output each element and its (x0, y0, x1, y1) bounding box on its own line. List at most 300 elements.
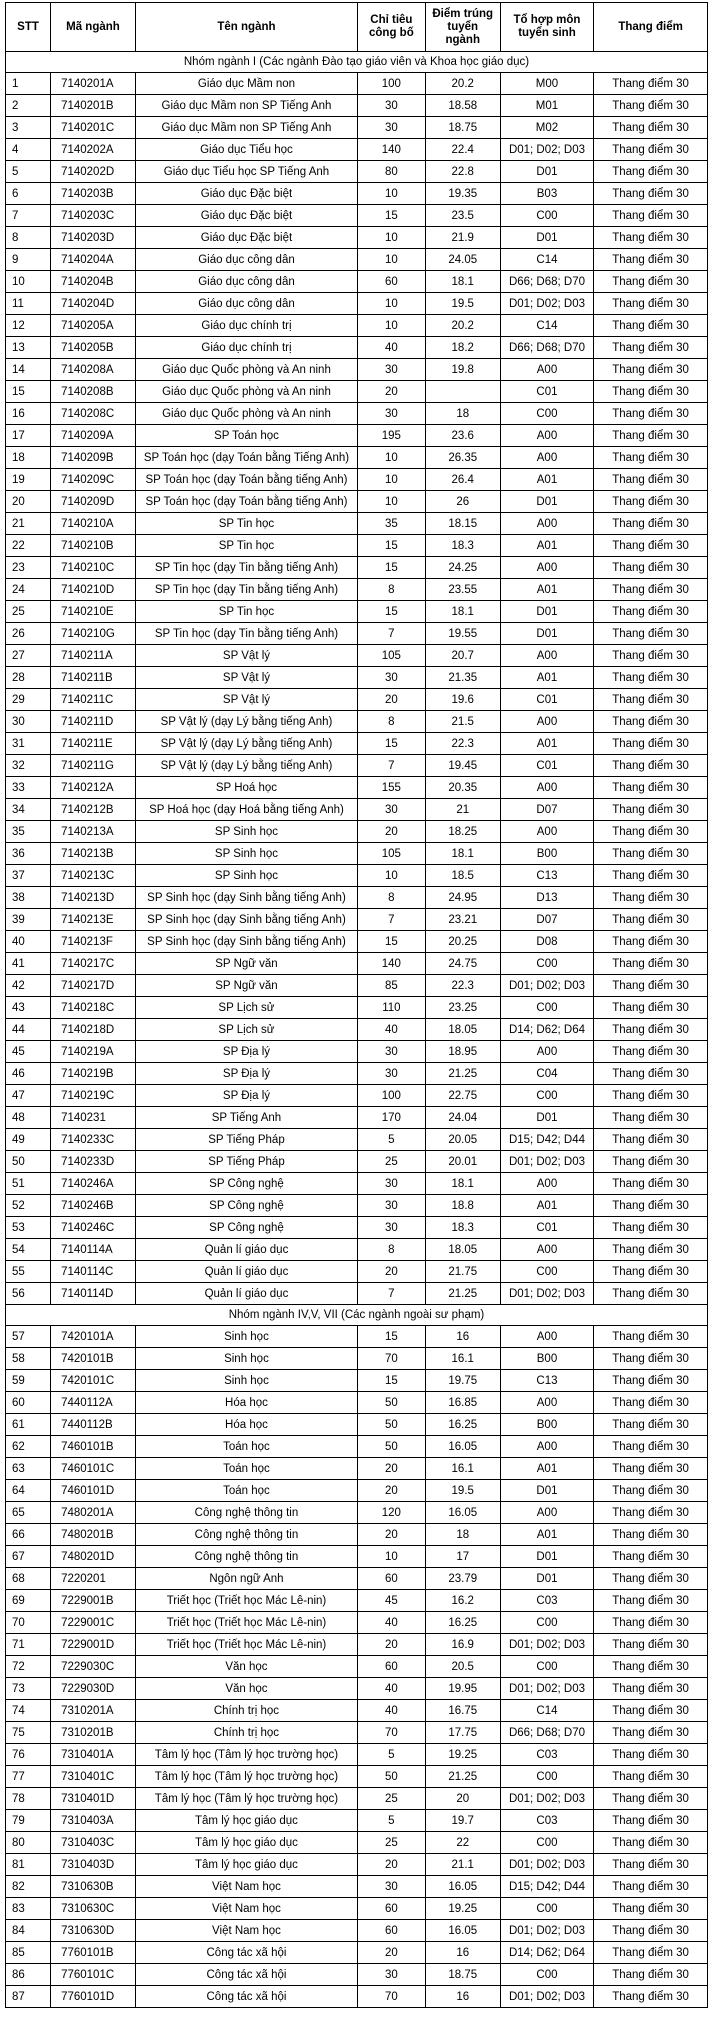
cell-score: 16.05 (425, 1876, 500, 1898)
cell-score: 18.75 (425, 117, 500, 139)
cell-combination: C00 (500, 403, 593, 425)
cell-name: Ngôn ngữ Anh (135, 1568, 357, 1590)
cell-code: 7229001B (51, 1590, 136, 1612)
cell-code: 7140213D (51, 887, 136, 909)
table-row (6, 1766, 708, 1788)
cell-name: Công nghệ thông tin (135, 1524, 357, 1546)
table-row (6, 1986, 708, 2008)
cell-combination: C14 (500, 315, 593, 337)
cell-stt: 66 (6, 1524, 51, 1546)
cell-score: 18.1 (425, 843, 500, 865)
cell-scale: Thang điểm 30 (594, 1041, 708, 1063)
cell-scale: Thang điểm 30 (594, 1436, 708, 1458)
cell-scale: Thang điểm 30 (594, 975, 708, 997)
cell-code: 7140210D (51, 579, 136, 601)
cell-stt: 14 (6, 359, 51, 381)
cell-quota: 15 (358, 1370, 426, 1392)
cell-stt: 4 (6, 139, 51, 161)
cell-code: 7140219A (51, 1041, 136, 1063)
cell-combination: A00 (500, 1173, 593, 1195)
cell-combination: A00 (500, 1392, 593, 1414)
cell-combination: C01 (500, 381, 593, 403)
cell-scale: Thang điểm 30 (594, 271, 708, 293)
cell-quota: 30 (358, 359, 426, 381)
cell-combination: D15; D42; D44 (500, 1129, 593, 1151)
cell-score: 19.35 (425, 183, 500, 205)
cell-name: Công nghệ thông tin (135, 1502, 357, 1524)
cell-scale: Thang điểm 30 (594, 1261, 708, 1283)
cell-score: 16.05 (425, 1502, 500, 1524)
table-row (6, 997, 708, 1019)
cell-stt: 28 (6, 667, 51, 689)
cell-stt: 12 (6, 315, 51, 337)
cell-score: 22.8 (425, 161, 500, 183)
cell-quota: 15 (358, 535, 426, 557)
cell-combination: A00 (500, 425, 593, 447)
cell-stt: 19 (6, 469, 51, 491)
cell-code: 7229030D (51, 1678, 136, 1700)
table-row (6, 1634, 708, 1656)
cell-score: 19.7 (425, 1810, 500, 1832)
table-row (6, 469, 708, 491)
table-row (6, 865, 708, 887)
cell-combination: M02 (500, 117, 593, 139)
cell-name: Tâm lý học giáo dục (135, 1832, 357, 1854)
cell-stt: 18 (6, 447, 51, 469)
cell-quota: 20 (358, 1480, 426, 1502)
cell-quota: 15 (358, 205, 426, 227)
cell-name: SP Sinh học (dạy Sinh bằng tiếng Anh) (135, 931, 357, 953)
cell-stt: 77 (6, 1766, 51, 1788)
cell-name: SP Toán học (dạy Toán bằng Tiếng Anh) (135, 447, 357, 469)
table-row (6, 557, 708, 579)
cell-score: 20.35 (425, 777, 500, 799)
cell-combination: D01; D02; D03 (500, 1788, 593, 1810)
cell-name: Giáo dục Đặc biệt (135, 183, 357, 205)
cell-quota: 30 (358, 95, 426, 117)
cell-score: 18.95 (425, 1041, 500, 1063)
cell-combination: A00 (500, 557, 593, 579)
cell-scale: Thang điểm 30 (594, 1063, 708, 1085)
cell-code: 7480201D (51, 1546, 136, 1568)
cell-score: 20.05 (425, 1129, 500, 1151)
cell-score: 18.3 (425, 1217, 500, 1239)
cell-quota: 195 (358, 425, 426, 447)
cell-score: 16.1 (425, 1458, 500, 1480)
cell-score: 20 (425, 1788, 500, 1810)
cell-code: 7310201A (51, 1700, 136, 1722)
header-stt: STT (6, 3, 51, 52)
cell-code: 7140202D (51, 161, 136, 183)
cell-score: 21 (425, 799, 500, 821)
table-row (6, 1810, 708, 1832)
cell-combination: C14 (500, 249, 593, 271)
cell-stt: 25 (6, 601, 51, 623)
cell-stt: 59 (6, 1370, 51, 1392)
cell-scale: Thang điểm 30 (594, 447, 708, 469)
cell-combination: B03 (500, 183, 593, 205)
table-row (6, 1019, 708, 1041)
cell-name: Quản lí giáo dục (135, 1283, 357, 1305)
cell-combination: C00 (500, 1085, 593, 1107)
cell-stt: 75 (6, 1722, 51, 1744)
cell-quota: 80 (358, 161, 426, 183)
cell-score: 21.25 (425, 1766, 500, 1788)
cell-scale: Thang điểm 30 (594, 1546, 708, 1568)
cell-score: 19.45 (425, 755, 500, 777)
cell-stt: 9 (6, 249, 51, 271)
cell-quota: 20 (358, 1854, 426, 1876)
cell-name: SP Sinh học (dạy Sinh bằng tiếng Anh) (135, 909, 357, 931)
cell-stt: 8 (6, 227, 51, 249)
cell-combination: D01 (500, 161, 593, 183)
cell-combination: A01 (500, 1458, 593, 1480)
cell-code: 7140114D (51, 1283, 136, 1305)
cell-stt: 70 (6, 1612, 51, 1634)
cell-name: SP Vật lý (135, 645, 357, 667)
cell-combination: D14; D62; D64 (500, 1942, 593, 1964)
cell-quota: 20 (358, 821, 426, 843)
cell-scale: Thang điểm 30 (594, 601, 708, 623)
cell-score: 18.58 (425, 95, 500, 117)
cell-score: 18.5 (425, 865, 500, 887)
cell-scale: Thang điểm 30 (594, 337, 708, 359)
cell-combination: D01; D02; D03 (500, 1151, 593, 1173)
cell-code: 7140219B (51, 1063, 136, 1085)
cell-scale: Thang điểm 30 (594, 1568, 708, 1590)
cell-stt: 31 (6, 733, 51, 755)
table-row (6, 95, 708, 117)
cell-combination: C03 (500, 1810, 593, 1832)
cell-code: 7140201C (51, 117, 136, 139)
cell-name: Giáo dục Mầm non (135, 73, 357, 95)
cell-score: 19.55 (425, 623, 500, 645)
cell-score: 24.04 (425, 1107, 500, 1129)
cell-name: SP Vật lý (dạy Lý bằng tiếng Anh) (135, 755, 357, 777)
cell-quota: 70 (358, 1986, 426, 2008)
cell-quota: 8 (358, 887, 426, 909)
cell-quota: 8 (358, 711, 426, 733)
cell-combination: D01; D02; D03 (500, 1854, 593, 1876)
cell-combination: D01; D02; D03 (500, 975, 593, 997)
table-row (6, 1678, 708, 1700)
cell-combination: A00 (500, 711, 593, 733)
cell-code: 7140246A (51, 1173, 136, 1195)
cell-scale: Thang điểm 30 (594, 315, 708, 337)
cell-stt: 11 (6, 293, 51, 315)
cell-combination: A01 (500, 469, 593, 491)
cell-stt: 5 (6, 161, 51, 183)
cell-combination: A01 (500, 667, 593, 689)
cell-scale: Thang điểm 30 (594, 1370, 708, 1392)
cell-code: 7420101B (51, 1348, 136, 1370)
table-row (6, 909, 708, 931)
table-header-row (6, 3, 708, 52)
cell-name: SP Ngữ văn (135, 953, 357, 975)
cell-stt: 16 (6, 403, 51, 425)
cell-combination: C00 (500, 1898, 593, 1920)
cell-name: Giáo dục công dân (135, 271, 357, 293)
cell-scale: Thang điểm 30 (594, 821, 708, 843)
cell-name: SP Sinh học (135, 821, 357, 843)
cell-scale: Thang điểm 30 (594, 1920, 708, 1942)
cell-stt: 42 (6, 975, 51, 997)
cell-quota: 7 (358, 909, 426, 931)
cell-code: 7440112B (51, 1414, 136, 1436)
cell-code: 7420101A (51, 1326, 136, 1348)
cell-combination: C00 (500, 997, 593, 1019)
cell-combination: C00 (500, 205, 593, 227)
cell-score: 23.21 (425, 909, 500, 931)
cell-name: Việt Nam học (135, 1898, 357, 1920)
cell-scale: Thang điểm 30 (594, 183, 708, 205)
table-row (6, 1217, 708, 1239)
cell-quota: 50 (358, 1414, 426, 1436)
cell-combination: M00 (500, 73, 593, 95)
cell-code: 7229030C (51, 1656, 136, 1678)
table-row (6, 1348, 708, 1370)
cell-quota: 25 (358, 1788, 426, 1810)
admission-scores-table (5, 2, 708, 2008)
cell-name: SP Vật lý (135, 667, 357, 689)
cell-combination: D01 (500, 1107, 593, 1129)
cell-quota: 110 (358, 997, 426, 1019)
cell-score: 18.1 (425, 1173, 500, 1195)
cell-name: Tâm lý học giáo dục (135, 1810, 357, 1832)
cell-code: 7140212B (51, 799, 136, 821)
table-row (6, 1656, 708, 1678)
cell-quota: 20 (358, 1261, 426, 1283)
cell-quota: 30 (358, 1876, 426, 1898)
cell-stt: 74 (6, 1700, 51, 1722)
cell-score: 20.2 (425, 315, 500, 337)
cell-code: 7760101B (51, 1942, 136, 1964)
cell-name: Toán học (135, 1480, 357, 1502)
cell-stt: 21 (6, 513, 51, 535)
group-title: Nhóm ngành IV,V, VII (Các ngành ngoài sư phạm) (6, 1305, 708, 1326)
cell-score: 20.01 (425, 1151, 500, 1173)
cell-code: 7760101C (51, 1964, 136, 1986)
cell-score: 16.85 (425, 1392, 500, 1414)
table-row (6, 535, 708, 557)
cell-name: SP Hoá học (dạy Hoá bằng tiếng Anh) (135, 799, 357, 821)
cell-score: 19.75 (425, 1370, 500, 1392)
cell-score: 17.75 (425, 1722, 500, 1744)
cell-scale: Thang điểm 30 (594, 579, 708, 601)
cell-name: Quản lí giáo dục (135, 1239, 357, 1261)
header-scale: Thang điểm (594, 3, 708, 52)
cell-name: SP Tiếng Anh (135, 1107, 357, 1129)
cell-quota: 50 (358, 1392, 426, 1414)
cell-quota: 85 (358, 975, 426, 997)
table-row (6, 1546, 708, 1568)
cell-scale: Thang điểm 30 (594, 359, 708, 381)
cell-combination: A00 (500, 1326, 593, 1348)
cell-stt: 56 (6, 1283, 51, 1305)
cell-name: SP Ngữ văn (135, 975, 357, 997)
cell-score: 18.15 (425, 513, 500, 535)
cell-stt: 83 (6, 1898, 51, 1920)
table-row (6, 1832, 708, 1854)
table-row (6, 293, 708, 315)
cell-name: Giáo dục Mầm non SP Tiếng Anh (135, 95, 357, 117)
header-code: Mã ngành (51, 3, 136, 52)
cell-quota: 20 (358, 1524, 426, 1546)
cell-name: Triết học (Triết học Mác Lê-nin) (135, 1612, 357, 1634)
cell-score: 19.6 (425, 689, 500, 711)
cell-combination: D01 (500, 601, 593, 623)
cell-score: 16.25 (425, 1612, 500, 1634)
cell-stt: 62 (6, 1436, 51, 1458)
cell-combination: C03 (500, 1744, 593, 1766)
cell-code: 7480201B (51, 1524, 136, 1546)
cell-scale: Thang điểm 30 (594, 1326, 708, 1348)
cell-combination: D07 (500, 799, 593, 821)
cell-score: 19.25 (425, 1744, 500, 1766)
cell-combination: B00 (500, 1414, 593, 1436)
cell-code: 7460101B (51, 1436, 136, 1458)
cell-stt: 32 (6, 755, 51, 777)
table-row (6, 1041, 708, 1063)
cell-stt: 38 (6, 887, 51, 909)
cell-code: 7140231 (51, 1107, 136, 1129)
cell-scale: Thang điểm 30 (594, 623, 708, 645)
cell-combination: C01 (500, 755, 593, 777)
table-row (6, 227, 708, 249)
cell-stt: 68 (6, 1568, 51, 1590)
cell-combination: C01 (500, 689, 593, 711)
cell-combination: D14; D62; D64 (500, 1019, 593, 1041)
cell-score: 22.75 (425, 1085, 500, 1107)
cell-code: 7310401A (51, 1744, 136, 1766)
cell-name: Giáo dục công dân (135, 249, 357, 271)
cell-code: 7140218D (51, 1019, 136, 1041)
cell-name: Tâm lý học giáo dục (135, 1854, 357, 1876)
cell-combination: D66; D68; D70 (500, 1722, 593, 1744)
cell-combination: A01 (500, 1195, 593, 1217)
cell-score: 19.95 (425, 1678, 500, 1700)
table-row (6, 623, 708, 645)
cell-stt: 86 (6, 1964, 51, 1986)
table-row (6, 139, 708, 161)
cell-code: 7140213E (51, 909, 136, 931)
cell-scale: Thang điểm 30 (594, 887, 708, 909)
group-header-row (6, 52, 708, 73)
cell-combination: D66; D68; D70 (500, 271, 593, 293)
cell-scale: Thang điểm 30 (594, 1964, 708, 1986)
table-row (6, 1261, 708, 1283)
cell-code: 7310403C (51, 1832, 136, 1854)
cell-score: 18.75 (425, 1964, 500, 1986)
cell-quota: 7 (358, 755, 426, 777)
cell-score: 18.05 (425, 1019, 500, 1041)
cell-quota: 5 (358, 1810, 426, 1832)
cell-name: SP Tin học (dạy Tin bằng tiếng Anh) (135, 623, 357, 645)
group-header-row (6, 1305, 708, 1326)
cell-stt: 52 (6, 1195, 51, 1217)
cell-scale: Thang điểm 30 (594, 1744, 708, 1766)
cell-scale: Thang điểm 30 (594, 1217, 708, 1239)
cell-score: 24.75 (425, 953, 500, 975)
cell-name: Chính trị học (135, 1700, 357, 1722)
cell-score: 21.75 (425, 1261, 500, 1283)
table-row (6, 161, 708, 183)
cell-stt: 51 (6, 1173, 51, 1195)
cell-quota: 10 (358, 469, 426, 491)
table-row (6, 183, 708, 205)
cell-combination: A00 (500, 513, 593, 535)
cell-name: Triết học (Triết học Mác Lê-nin) (135, 1634, 357, 1656)
cell-combination: A00 (500, 1436, 593, 1458)
cell-name: SP Toán học (135, 425, 357, 447)
cell-stt: 34 (6, 799, 51, 821)
cell-stt: 64 (6, 1480, 51, 1502)
cell-scale: Thang điểm 30 (594, 139, 708, 161)
cell-quota: 30 (358, 403, 426, 425)
cell-name: Công tác xã hội (135, 1942, 357, 1964)
cell-name: SP Tin học (dạy Tin bằng tiếng Anh) (135, 557, 357, 579)
cell-name: SP Địa lý (135, 1041, 357, 1063)
cell-name: SP Vật lý (dạy Lý bằng tiếng Anh) (135, 711, 357, 733)
cell-quota: 10 (358, 1546, 426, 1568)
cell-scale: Thang điểm 30 (594, 1524, 708, 1546)
cell-name: Việt Nam học (135, 1920, 357, 1942)
cell-combination: D01; D02; D03 (500, 1634, 593, 1656)
table-row (6, 249, 708, 271)
cell-scale: Thang điểm 30 (594, 843, 708, 865)
cell-stt: 48 (6, 1107, 51, 1129)
cell-quota: 20 (358, 381, 426, 403)
cell-score (425, 381, 500, 403)
cell-stt: 55 (6, 1261, 51, 1283)
table-row (6, 381, 708, 403)
cell-scale: Thang điểm 30 (594, 1986, 708, 2008)
cell-combination: D01; D02; D03 (500, 139, 593, 161)
cell-combination: D01 (500, 491, 593, 513)
cell-code: 7140219C (51, 1085, 136, 1107)
cell-name: Tâm lý học (Tâm lý học trường học) (135, 1766, 357, 1788)
table-row (6, 1612, 708, 1634)
cell-code: 7310630B (51, 1876, 136, 1898)
cell-stt: 73 (6, 1678, 51, 1700)
cell-quota: 30 (358, 667, 426, 689)
cell-scale: Thang điểm 30 (594, 689, 708, 711)
cell-code: 7140201A (51, 73, 136, 95)
cell-quota: 8 (358, 579, 426, 601)
cell-scale: Thang điểm 30 (594, 95, 708, 117)
table-row (6, 601, 708, 623)
cell-name: Hóa học (135, 1414, 357, 1436)
cell-score: 21.25 (425, 1283, 500, 1305)
cell-score: 22.3 (425, 733, 500, 755)
table-row (6, 1920, 708, 1942)
cell-score: 16.75 (425, 1700, 500, 1722)
cell-combination: B00 (500, 1348, 593, 1370)
cell-scale: Thang điểm 30 (594, 667, 708, 689)
cell-name: SP Lịch sử (135, 997, 357, 1019)
cell-score: 23.25 (425, 997, 500, 1019)
cell-stt: 57 (6, 1326, 51, 1348)
header-name: Tên ngành (135, 3, 357, 52)
cell-code: 7480201A (51, 1502, 136, 1524)
cell-score: 18 (425, 403, 500, 425)
cell-stt: 72 (6, 1656, 51, 1678)
cell-score: 16 (425, 1942, 500, 1964)
cell-stt: 15 (6, 381, 51, 403)
cell-code: 7310403D (51, 1854, 136, 1876)
cell-name: SP Tin học (135, 601, 357, 623)
cell-code: 7310630C (51, 1898, 136, 1920)
